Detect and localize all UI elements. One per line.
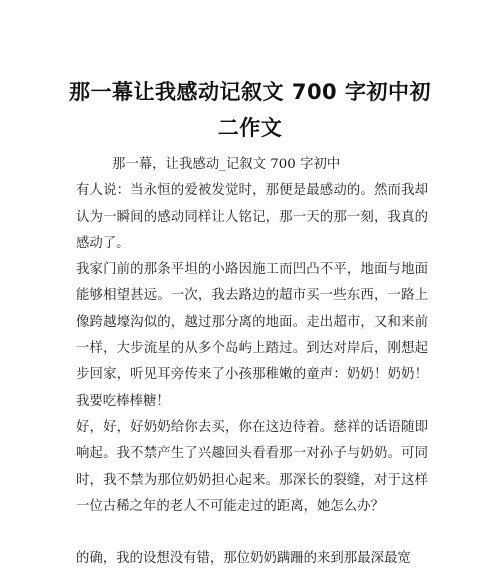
paragraph: 有人说：当永恒的爱被发觉时，那便是最感动的。然而我却认为一瞬间的感动同样让人铭记，那一天的那一刻，我真的感动了。	[76, 183, 428, 251]
paragraph: 好，好，好奶奶给你去买，你在这边待着。慈祥的话语随即响起。我不禁产生了兴趣回头看看那一对孙子与奶奶。可同时，我不禁为那位奶奶担心起来。那深长的裂缝，对于这样一位古稀之年的老人不可能走过的距离，她怎么办？	[76, 419, 428, 514]
paragraph: 我家门前的那条平坦的小路因施工而凹凸不平，地面与地面能够相望甚远。一次，我去路边的超市买一些东西，一路上像跨越壕沟似的，越过那分离的地面。走出超市，又和来前一样，大步流星的从多个岛屿上踏过。到达对岸后，刚想起步回家，听见耳旁传来了小孩那稚嫩的童声：奶奶！奶奶！我要吃棒棒糖！	[76, 262, 428, 409]
paragraph-spacer	[76, 520, 428, 546]
document-subtitle: 那一幕，让我感动_记叙文 700 字初中	[112, 157, 341, 172]
paragraph: 的确，我的设想没有错，那位奶奶蹒跚的来到那最深最宽	[76, 551, 411, 567]
document-body	[76, 152, 428, 572]
document-title: 那一幕让我感动记叙文 700 字初中初二作文	[69, 80, 431, 140]
